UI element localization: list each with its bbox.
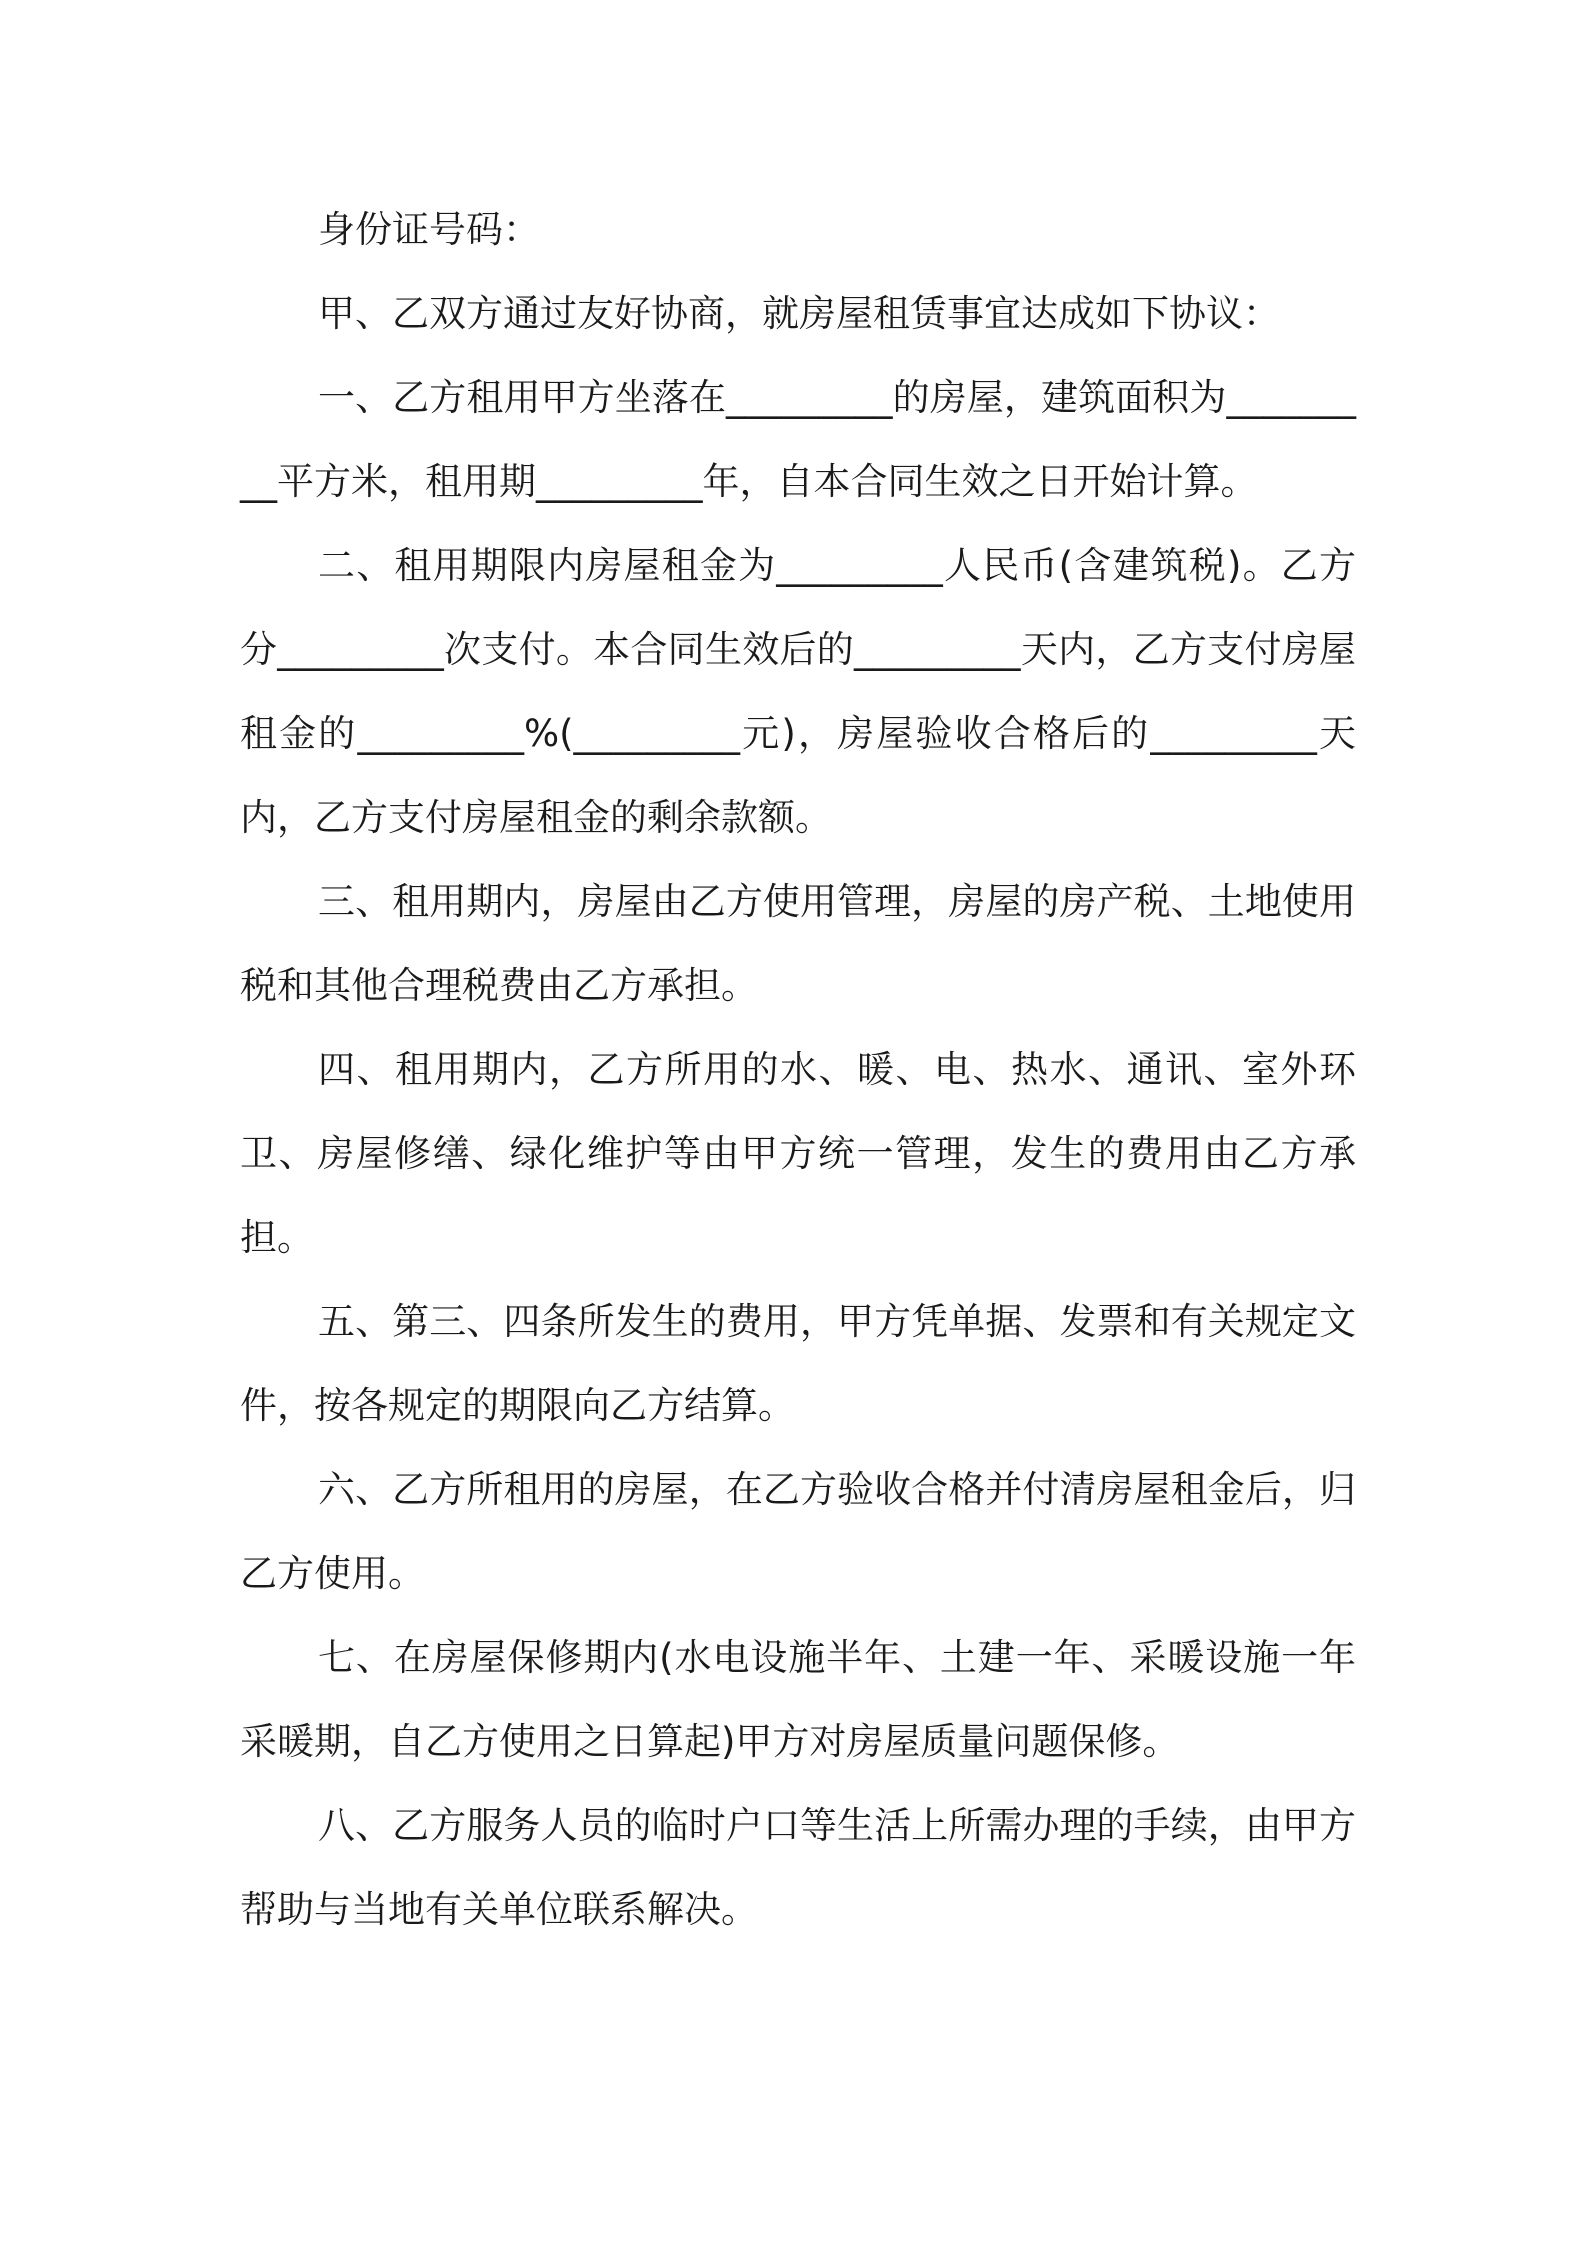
clause-7: 七、在房屋保修期内(水电设施半年、土建一年、采暖设施一年采暖期，自乙方使用之日算起)甲方对房屋质量问题保修。 xyxy=(240,1636,1356,1763)
clause-2: 二、租用期限内房屋租金为_________人民币(含建筑税)。乙方分_________次支付。本合同生效后的_________天内，乙方支付房屋租金的_________%(_________元)，房屋验收合格后的_________天内，乙方支付房屋租金的剩余款额。 xyxy=(240,544,1356,839)
contract-body xyxy=(240,188,1356,1952)
clause-5: 五、第三、四条所发生的费用，甲方凭单据、发票和有关规定文件，按各规定的期限向乙方结算。 xyxy=(240,1300,1356,1427)
id-number-line: 身份证号码： xyxy=(318,208,540,251)
clause-6: 六、乙方所租用的房屋，在乙方验收合格并付清房屋租金后，归乙方使用。 xyxy=(240,1468,1356,1595)
clause-4: 四、租用期内，乙方所用的水、暖、电、热水、通讯、室外环卫、房屋修缮、绿化维护等由甲方统一管理，发生的费用由乙方承担。 xyxy=(240,1048,1356,1259)
clause-3: 三、租用期内，房屋由乙方使用管理，房屋的房产税、土地使用税和其他合理税费由乙方承担。 xyxy=(240,880,1356,1007)
agreement-intro: 甲、乙双方通过友好协商，就房屋租赁事宜达成如下协议： xyxy=(318,292,1280,335)
clause-8: 八、乙方服务人员的临时户口等生活上所需办理的手续，由甲方帮助与当地有关单位联系解决。 xyxy=(240,1804,1356,1931)
clause-1: 一、乙方租用甲方坐落在_________的房屋，建筑面积为_________平方米，租用期_________年，自本合同生效之日开始计算。 xyxy=(240,376,1356,503)
